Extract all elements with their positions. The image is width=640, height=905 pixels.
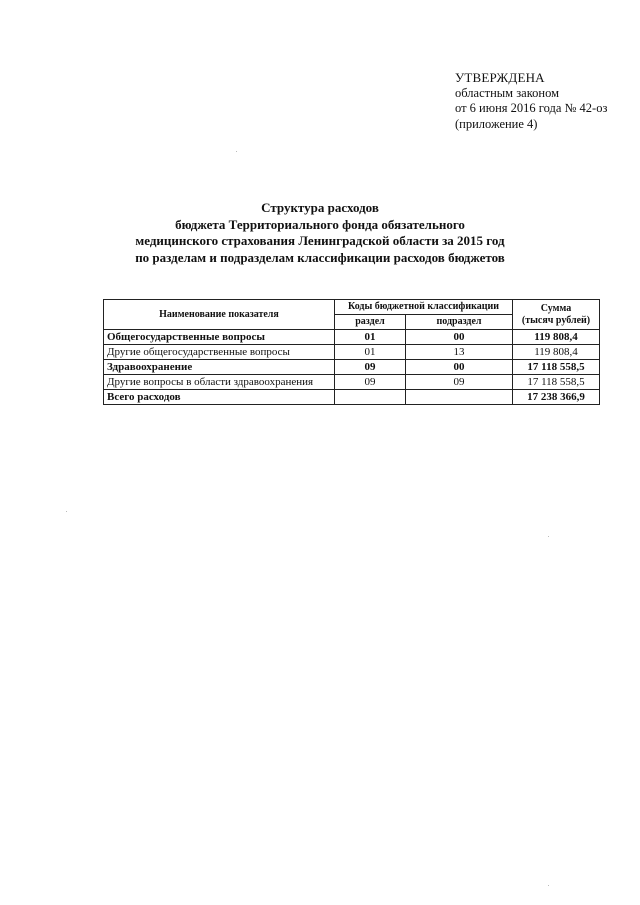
header-sum-line2: (тысяч рублей) bbox=[521, 314, 591, 326]
table-row bbox=[104, 345, 600, 360]
title-line-1: Структура расходов bbox=[261, 200, 379, 215]
header-section: раздел bbox=[335, 315, 406, 330]
row-sum: 119 808,4 bbox=[513, 330, 600, 345]
row-section: 01 bbox=[335, 345, 406, 360]
table-row bbox=[104, 330, 600, 345]
row-section: 09 bbox=[335, 360, 406, 375]
header-sum bbox=[513, 300, 600, 330]
table-header-row bbox=[104, 300, 600, 315]
row-subsection: 09 bbox=[406, 375, 513, 390]
row-subsection bbox=[406, 390, 513, 405]
row-name: Здравоохранение bbox=[104, 360, 335, 375]
approval-appendix: (приложение 4) bbox=[455, 116, 538, 131]
table-row bbox=[104, 360, 600, 375]
budget-table bbox=[103, 299, 600, 405]
row-subsection: 13 bbox=[406, 345, 513, 360]
row-name: Другие вопросы в области здравоохранения bbox=[104, 375, 335, 390]
row-sum: 119 808,4 bbox=[513, 345, 600, 360]
scan-speck bbox=[236, 151, 237, 152]
header-sum-line1: Сумма bbox=[540, 302, 572, 314]
row-subsection: 00 bbox=[406, 360, 513, 375]
approval-law: областным законом bbox=[455, 85, 560, 100]
row-subsection: 00 bbox=[406, 330, 513, 345]
header-subsection: подраздел bbox=[406, 315, 513, 330]
row-name: Другие общегосударственные вопросы bbox=[104, 345, 335, 360]
title-line-3: медицинского страхования Ленинградской области за 2015 год bbox=[135, 233, 505, 248]
approval-stamp bbox=[455, 70, 607, 132]
row-section bbox=[335, 390, 406, 405]
header-codes: Коды бюджетной классификации bbox=[335, 300, 513, 315]
header-name: Наименование показателя bbox=[104, 300, 335, 330]
row-sum: 17 238 366,9 bbox=[513, 390, 600, 405]
title-line-4: по разделам и подразделам классификации расходов бюджетов bbox=[135, 249, 505, 265]
scan-speck bbox=[66, 511, 67, 512]
row-section: 09 bbox=[335, 375, 406, 390]
row-section: 01 bbox=[335, 330, 406, 345]
table-row-total bbox=[104, 390, 600, 405]
scan-speck bbox=[548, 885, 549, 886]
row-sum: 17 118 558,5 bbox=[513, 360, 600, 375]
row-name: Всего расходов bbox=[104, 390, 335, 405]
approval-date: от 6 июня 2016 года № 42-оз bbox=[455, 101, 608, 115]
row-sum: 17 118 558,5 bbox=[513, 375, 600, 390]
table-row bbox=[104, 375, 600, 390]
scan-speck bbox=[548, 536, 549, 537]
approval-title: УТВЕРЖДЕНА bbox=[455, 70, 545, 85]
row-name: Общегосударственные вопросы bbox=[104, 330, 335, 345]
title-line-2: бюджета Территориального фонда обязательного bbox=[175, 216, 465, 232]
document-title bbox=[80, 200, 560, 266]
